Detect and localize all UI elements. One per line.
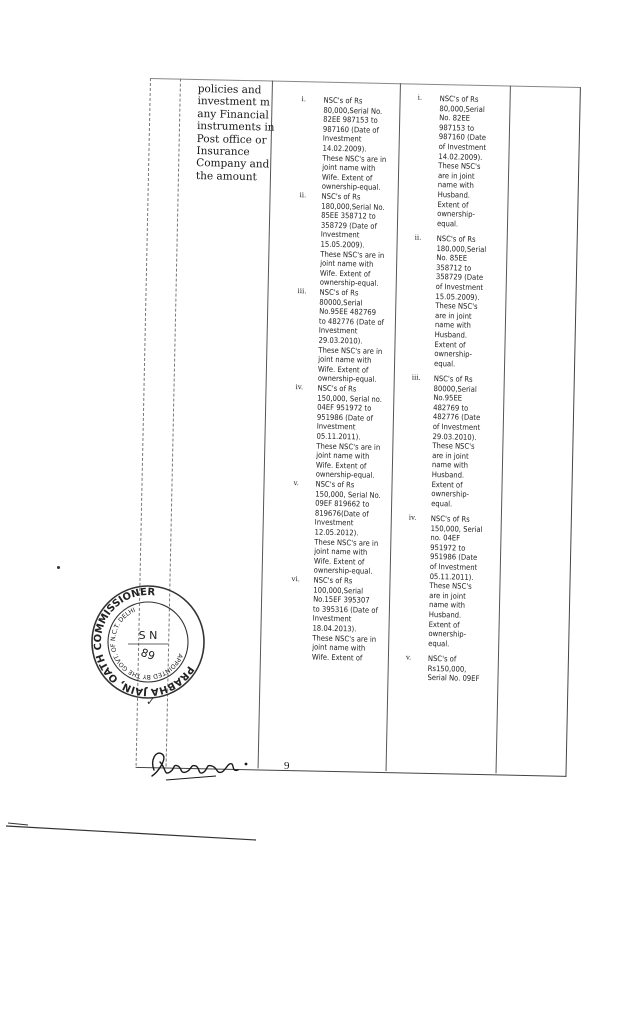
list-item-line: 150,000, Serial xyxy=(430,523,483,534)
list-item-line: of Investment xyxy=(435,281,484,292)
cell-line: investment m xyxy=(197,95,270,109)
list-item-line: ownership- xyxy=(431,489,470,499)
list-item-number: ii. xyxy=(414,233,422,242)
list-item-line: equal. xyxy=(428,638,450,649)
list-item-line: These NSC's are in xyxy=(322,153,387,164)
list-item-line: are in joint xyxy=(437,170,475,181)
stamp-inner-ring xyxy=(108,602,188,682)
list-item-line: Investment xyxy=(320,229,360,240)
cell-line: Insurance xyxy=(196,145,250,159)
list-item xyxy=(411,373,481,509)
list-item-line: 80,000,Serial xyxy=(439,103,485,114)
list-item-line: Investment xyxy=(318,325,358,336)
list-item-line: 15.05.2009). xyxy=(435,291,480,302)
check-mark: ✓ xyxy=(146,695,156,708)
list-item-line: 150,000, Serial no. xyxy=(317,393,383,404)
list-item xyxy=(414,233,487,369)
list-item-line: are in joint xyxy=(429,590,466,601)
list-item-line: Wife. Extent of xyxy=(311,652,363,663)
list-item-line: These NSC's are in xyxy=(312,633,377,644)
list-item-line: NSC's of Rs xyxy=(433,374,473,384)
list-item-line: Wife. Extent of xyxy=(319,268,371,279)
list-item-line: name with xyxy=(437,180,474,191)
list-item-line: Investment xyxy=(316,421,356,432)
list-item-line: ownership-equal. xyxy=(317,373,377,385)
list-item-line: Extent of xyxy=(428,619,460,630)
list-item-line: These NSC's xyxy=(432,441,475,452)
list-item-line: 951986 (Date of xyxy=(316,412,374,423)
list-item-line: NSC's of Rs xyxy=(313,575,353,586)
list-item-line: 482776 (Date xyxy=(432,412,481,423)
list-item-line: no. 04EF xyxy=(430,533,461,543)
list-item-line: equal. xyxy=(433,358,456,369)
list-item-line: 987153 to xyxy=(438,122,475,133)
list-item-line: 05.11.2011). xyxy=(429,571,474,582)
list-item xyxy=(417,93,487,229)
list-item-line: joint name with xyxy=(312,642,366,653)
list-item-line: ownership-equal. xyxy=(319,277,379,289)
list-item-line: NSC's of Rs xyxy=(319,287,359,298)
list-item xyxy=(405,653,480,684)
list-item-line: Husband. xyxy=(428,609,462,620)
list-item-number: ii. xyxy=(299,191,307,200)
list-item-line: ownership-equal. xyxy=(313,565,373,577)
list-item-line: NSC's of Rs xyxy=(317,383,357,394)
list-item-line: NSC's of Rs xyxy=(323,95,363,106)
list-item-line: No.15EF 395307 xyxy=(313,594,370,605)
list-item-number: iii. xyxy=(297,287,307,296)
list-item xyxy=(297,287,385,385)
list-item xyxy=(295,383,383,481)
list-item-line: ownership- xyxy=(428,629,467,639)
list-item-line: are in joint xyxy=(434,310,472,321)
list-item-line: 819676(Date of xyxy=(314,508,369,519)
list-item-line: 14.02.2009). xyxy=(438,151,483,162)
list-item-line: NSC's of Rs xyxy=(321,191,361,202)
list-item-line: No. 82EE xyxy=(439,113,471,123)
list-item-line: These NSC's are in xyxy=(314,537,379,548)
stamp-outer-ring xyxy=(92,586,204,698)
list-item-line: 15.05.2009). xyxy=(320,239,365,250)
description-cell xyxy=(195,83,275,184)
list-item-line: These NSC's are in xyxy=(320,249,385,260)
stray-mark xyxy=(57,566,60,569)
list-item-line: 85EE 358712 to xyxy=(321,210,376,221)
list-item-line: of Investment xyxy=(432,421,481,432)
list-item-line: 80000,Serial xyxy=(433,383,477,394)
list-item-line: Extent of xyxy=(434,339,466,350)
list-item-line: 100,000,Serial xyxy=(313,585,364,596)
list-item-line: name with xyxy=(431,460,469,471)
signature xyxy=(146,742,266,792)
list-item xyxy=(301,95,388,193)
list-item-line: ownership- xyxy=(434,349,473,359)
list-item-number: v. xyxy=(293,479,299,488)
list-item-line: equal. xyxy=(436,218,459,229)
list-item-number: iii. xyxy=(411,373,421,382)
list-item-line: name with xyxy=(434,320,472,331)
cell-line: Company and xyxy=(196,157,270,171)
list-item-line: Investment xyxy=(312,613,352,624)
list-item-line: These NSC's are in xyxy=(318,345,383,356)
list-item-line: Investment xyxy=(314,517,354,528)
list-item-line: 82EE 987153 to xyxy=(323,114,378,125)
stamp-center-bottom: 89 xyxy=(139,645,157,663)
list-item xyxy=(408,513,483,649)
list-item-line: name with xyxy=(428,600,466,611)
list-item-line: No.95EE 482769 xyxy=(319,306,377,317)
list-item-line: Wife. Extent of xyxy=(321,172,373,183)
list-item-line: 29.03.2010). xyxy=(318,335,363,346)
cell-line: instruments in xyxy=(196,120,275,134)
list-item-line: to 395316 (Date of xyxy=(312,604,379,615)
list-item-line: 358729 (Date of xyxy=(320,220,378,231)
list-item-line: NSC's of Rs xyxy=(439,94,479,104)
bottom-rule xyxy=(6,822,266,842)
list-item-line: equal. xyxy=(431,498,453,509)
page-number: 9 xyxy=(284,760,290,772)
list-item-line: to 482776 (Date of xyxy=(318,316,385,327)
list-item-line: Husband. xyxy=(434,329,468,340)
list-item-line: Wife. Extent of xyxy=(315,460,367,471)
list-item-line: These NSC's are in xyxy=(316,441,381,452)
list-item-line: No.95EE xyxy=(433,393,463,403)
list-item-line: 358729 (Date xyxy=(435,272,484,283)
list-item-line: 987160 (Date xyxy=(438,132,487,143)
list-item-line: 04EF 951972 to xyxy=(317,402,372,413)
oath-commissioner-stamp xyxy=(88,582,208,702)
stamp-inner-text: APPOINTED BY THE GOVT. OF N.C.T. DELHI xyxy=(109,606,184,681)
list-item-line: NSC's of Rs xyxy=(436,234,476,244)
cell-line: the amount xyxy=(195,169,257,184)
list-item-line: 12.05.2012). xyxy=(314,527,359,538)
list-item-number: v. xyxy=(405,653,412,662)
list-item-line: ownership-equal. xyxy=(315,469,375,481)
list-item-line: 18.04.2013). xyxy=(312,623,357,634)
list-item-line: Investment xyxy=(322,134,362,144)
list-item xyxy=(299,191,386,289)
list-item-line: joint name with xyxy=(316,450,370,461)
list-item-line: No. 85EE xyxy=(436,253,468,263)
list-item-line: joint name with xyxy=(322,162,376,173)
stamp-outer-text: PRABHA JAIN, OATH COMMISSIONER xyxy=(92,586,196,698)
list-item-number: iv. xyxy=(295,383,304,392)
list-item-line: 180,000,Serial No. xyxy=(321,201,385,212)
list-item-line: 14.02.2009). xyxy=(322,143,367,154)
list-item-line: These NSC's xyxy=(438,161,481,172)
list-item-line: of Investment xyxy=(438,142,487,153)
list-item-line: Extent of xyxy=(431,479,463,490)
list-item-line: NSC's of Rs xyxy=(315,479,355,490)
list-item-line: These NSC's xyxy=(429,581,472,592)
list-item-line: joint name with xyxy=(314,546,368,557)
list-item-line: ownership- xyxy=(437,209,476,219)
list-item-line: Wife. Extent of xyxy=(313,556,365,567)
list-item xyxy=(291,575,379,664)
list-item-number: i. xyxy=(417,93,423,102)
list-item-line: 987160 (Date of xyxy=(322,124,380,135)
list-item-line: These NSC's xyxy=(435,301,478,312)
list-item-line: of Investment xyxy=(429,561,478,572)
list-item-line: 951972 to xyxy=(430,542,466,553)
list-item-number: vi. xyxy=(291,575,301,584)
list-item-line: joint name with xyxy=(318,354,372,365)
list-item-line: 150,000, Serial No. xyxy=(315,489,381,500)
list-item-line: 80000,Serial xyxy=(319,297,363,308)
stamp-center-top: S N xyxy=(138,629,158,642)
list-item-line: joint name with xyxy=(320,258,374,269)
list-item-line: 05.11.2011). xyxy=(316,431,361,442)
list-item-line: 80,000,Serial No. xyxy=(323,105,383,116)
list-item-line: Husband. xyxy=(437,189,471,200)
cell-line: any Financial xyxy=(197,107,269,122)
list-item-line: Wife. Extent of xyxy=(317,364,369,375)
list-item-line: Serial No. 09EF xyxy=(427,673,480,684)
list-item-line: NSC's of Rs xyxy=(430,513,470,524)
list-item-line: ownership-equal. xyxy=(321,181,381,193)
cell-line: policies and xyxy=(197,83,262,97)
list-item-line: Rs150,000, xyxy=(427,663,467,674)
list-item-number: i. xyxy=(301,95,307,104)
list-item-line: 358712 to xyxy=(436,262,472,273)
cell-line: Post office or xyxy=(196,132,267,147)
list-item-line: 482769 to xyxy=(433,402,469,413)
list-item-line: are in joint xyxy=(432,450,469,461)
list-item-line: 29.03.2010). xyxy=(432,431,477,442)
list-item-line: Extent of xyxy=(437,199,469,210)
list-item xyxy=(293,479,381,577)
list-item-line: Husband. xyxy=(431,469,465,480)
list-item-number: iv. xyxy=(408,513,417,522)
list-item-line: 180,000,Serial xyxy=(436,243,487,254)
list-item-line: NSC's of xyxy=(427,653,457,664)
list-item-line: 951986 (Date xyxy=(429,552,478,563)
list-item-line: 09EF 819662 to xyxy=(315,498,370,509)
